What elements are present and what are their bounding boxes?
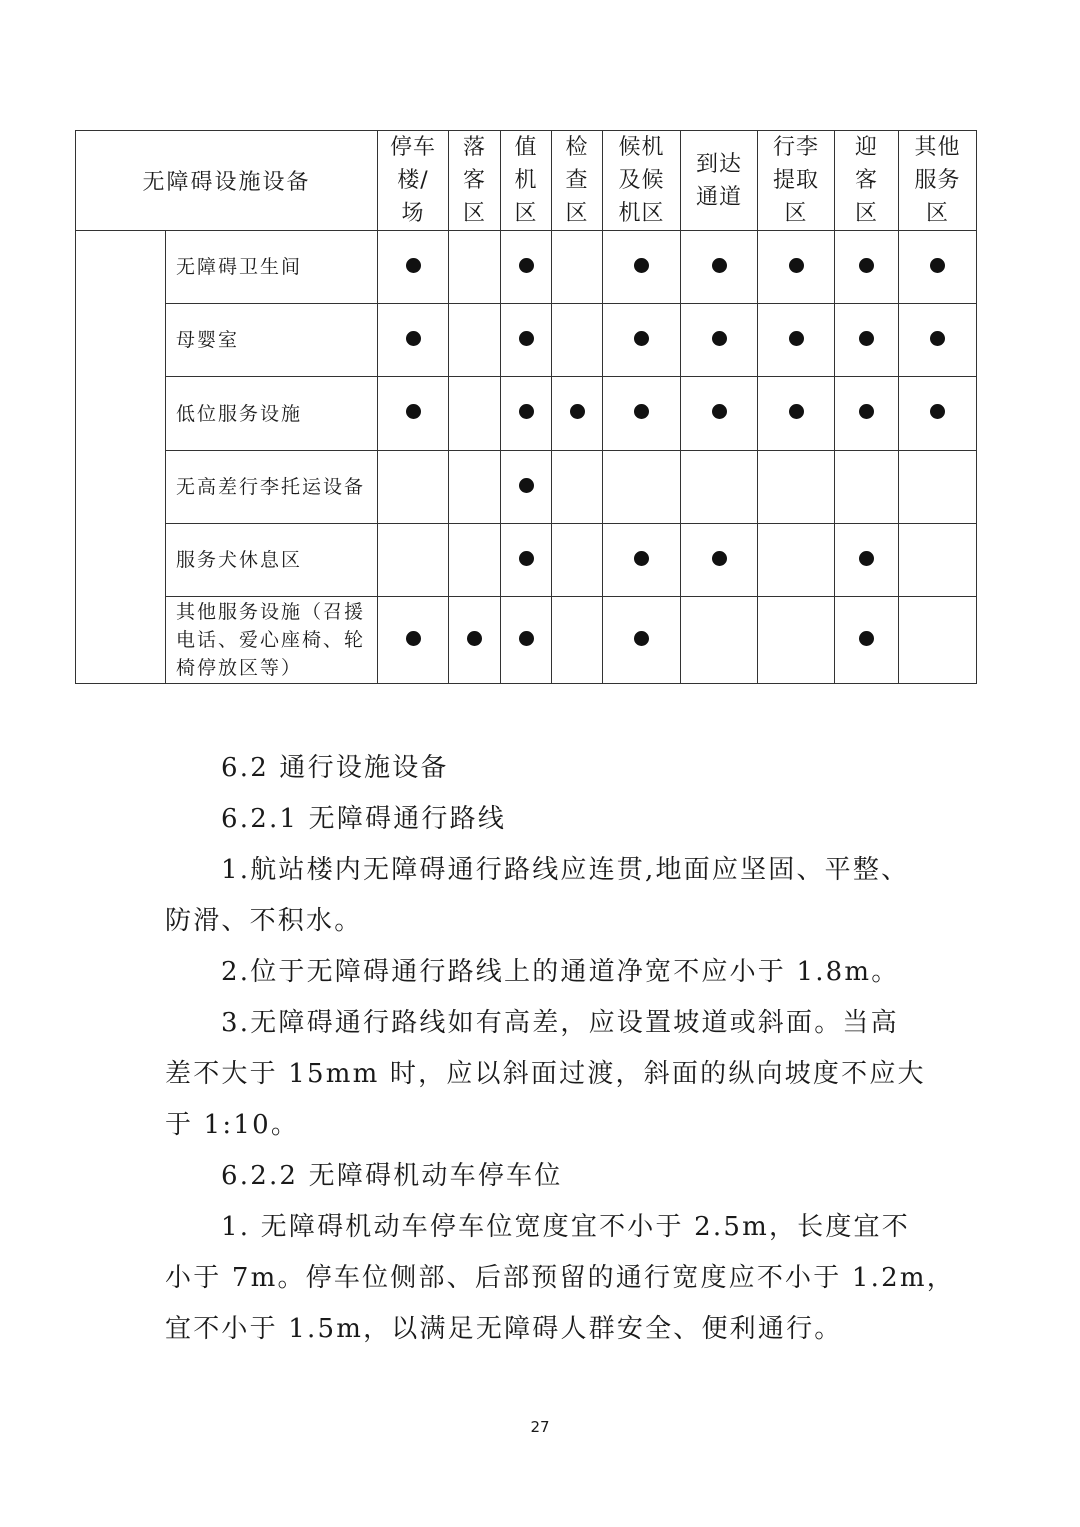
filled-dot-mark <box>789 331 804 346</box>
column-header: 迎 客 区 <box>835 131 899 231</box>
mark-cell <box>758 597 835 684</box>
mark-cell <box>501 231 552 304</box>
filled-dot-mark <box>634 404 649 419</box>
mark-cell <box>552 304 603 377</box>
mark-cell <box>681 524 758 597</box>
mark-cell <box>758 377 835 451</box>
filled-dot-mark <box>930 331 945 346</box>
mark-cell <box>552 524 603 597</box>
filled-dot-mark <box>712 404 727 419</box>
mark-cell <box>449 451 501 524</box>
filled-dot-mark <box>930 404 945 419</box>
table-header-row <box>76 131 977 231</box>
mark-cell <box>378 451 449 524</box>
column-header: 候机 及候 机区 <box>603 131 681 231</box>
filled-dot-mark <box>519 631 534 646</box>
mark-cell <box>899 524 977 597</box>
paragraph-line: 防滑、不积水。 <box>165 906 363 936</box>
mark-cell <box>449 524 501 597</box>
filled-dot-mark <box>712 258 727 273</box>
filled-dot-mark <box>406 404 421 419</box>
filled-dot-mark <box>406 331 421 346</box>
mark-cell <box>603 377 681 451</box>
mark-cell <box>449 377 501 451</box>
filled-dot-mark <box>519 478 534 493</box>
paragraph-line: 小于 7m。停车位侧部、后部预留的通行宽度应不小于 1.2m， <box>165 1263 955 1293</box>
filled-dot-mark <box>467 631 482 646</box>
filled-dot-mark <box>712 331 727 346</box>
mark-cell <box>552 377 603 451</box>
filled-dot-mark <box>570 404 585 419</box>
table-row <box>76 524 977 597</box>
mark-cell <box>758 304 835 377</box>
mark-cell <box>378 231 449 304</box>
mark-cell <box>681 451 758 524</box>
paragraph-line: 3.无障碍通行路线如有高差，应设置坡道或斜面。当高 <box>221 1008 899 1038</box>
mark-cell <box>501 451 552 524</box>
mark-cell <box>758 451 835 524</box>
column-header: 检 查 区 <box>552 131 603 231</box>
mark-cell <box>835 524 899 597</box>
filled-dot-mark <box>859 631 874 646</box>
mark-cell <box>603 597 681 684</box>
column-header: 值 机 区 <box>501 131 552 231</box>
row-label: 无障碍卫生间 <box>166 231 378 304</box>
row-label: 母婴室 <box>166 304 378 377</box>
filled-dot-mark <box>519 331 534 346</box>
mark-cell <box>501 304 552 377</box>
section-heading-6-2: 6.2 通行设施设备 <box>221 753 449 783</box>
filled-dot-mark <box>634 258 649 273</box>
filled-dot-mark <box>859 404 874 419</box>
paragraph-line: 1.航站楼内无障碍通行路线应连贯,地面应坚固、平整、 <box>221 855 910 885</box>
mark-cell <box>501 524 552 597</box>
mark-cell <box>449 597 501 684</box>
filled-dot-mark <box>634 631 649 646</box>
mark-cell <box>378 304 449 377</box>
filled-dot-mark <box>789 404 804 419</box>
filled-dot-mark <box>712 551 727 566</box>
table-row <box>76 597 977 684</box>
paragraph-line: 宜不小于 1.5m，以满足无障碍人群安全、便利通行。 <box>165 1314 843 1344</box>
mark-cell <box>758 231 835 304</box>
section-heading-6-2-2: 6.2.2 无障碍机动车停车位 <box>221 1161 563 1191</box>
mark-cell <box>835 304 899 377</box>
column-header: 落 客 区 <box>449 131 501 231</box>
mark-cell <box>835 597 899 684</box>
mark-cell <box>552 597 603 684</box>
filled-dot-mark <box>859 551 874 566</box>
section-heading-6-2-1: 6.2.1 无障碍通行路线 <box>221 804 507 834</box>
table-row <box>76 451 977 524</box>
mark-cell <box>603 524 681 597</box>
mark-cell <box>552 231 603 304</box>
row-label: 其他服务设施（召援电话、爱心座椅、轮椅停放区等） <box>166 597 378 684</box>
row-label: 低位服务设施 <box>166 377 378 451</box>
mark-cell <box>681 377 758 451</box>
column-header: 其他 服务 区 <box>899 131 977 231</box>
mark-cell <box>449 231 501 304</box>
paragraph-line: 2.位于无障碍通行路线上的通道净宽不应小于 1.8m。 <box>221 957 900 987</box>
column-header: 行李 提取 区 <box>758 131 835 231</box>
paragraph-line: 于 1:10。 <box>165 1110 300 1140</box>
mark-cell <box>899 597 977 684</box>
filled-dot-mark <box>406 631 421 646</box>
filled-dot-mark <box>859 331 874 346</box>
filled-dot-mark <box>930 258 945 273</box>
mark-cell <box>603 451 681 524</box>
mark-cell <box>378 597 449 684</box>
category-group-cell <box>76 231 166 684</box>
mark-cell <box>899 231 977 304</box>
mark-cell <box>552 451 603 524</box>
mark-cell <box>501 597 552 684</box>
mark-cell <box>758 524 835 597</box>
paragraph-line: 差不大于 15mm 时，应以斜面过渡，斜面的纵向坡度不应大 <box>165 1059 926 1089</box>
table-row <box>76 377 977 451</box>
mark-cell <box>899 304 977 377</box>
filled-dot-mark <box>519 404 534 419</box>
mark-cell <box>681 304 758 377</box>
facility-distribution-table <box>75 130 977 684</box>
column-header: 到达 通道 <box>681 131 758 231</box>
filled-dot-mark <box>634 331 649 346</box>
mark-cell <box>603 304 681 377</box>
mark-cell <box>835 377 899 451</box>
row-label: 无高差行李托运设备 <box>166 451 378 524</box>
table-row <box>76 231 977 304</box>
mark-cell <box>501 377 552 451</box>
filled-dot-mark <box>406 258 421 273</box>
mark-cell <box>681 231 758 304</box>
paragraph-line: 1. 无障碍机动车停车位宽度宜不小于 2.5m，长度宜不 <box>221 1212 910 1242</box>
row-label: 服务犬休息区 <box>166 524 378 597</box>
mark-cell <box>835 451 899 524</box>
filled-dot-mark <box>789 258 804 273</box>
mark-cell <box>899 451 977 524</box>
mark-cell <box>681 597 758 684</box>
mark-cell <box>378 524 449 597</box>
filled-dot-mark <box>519 551 534 566</box>
filled-dot-mark <box>519 258 534 273</box>
mark-cell <box>899 377 977 451</box>
corner-header: 无障碍设施设备 <box>76 131 378 231</box>
page-number: 27 <box>530 1418 550 1436</box>
table-row <box>76 304 977 377</box>
filled-dot-mark <box>859 258 874 273</box>
filled-dot-mark <box>634 551 649 566</box>
mark-cell <box>449 304 501 377</box>
mark-cell <box>603 231 681 304</box>
column-header: 停车 楼/ 场 <box>378 131 449 231</box>
mark-cell <box>835 231 899 304</box>
mark-cell <box>378 377 449 451</box>
